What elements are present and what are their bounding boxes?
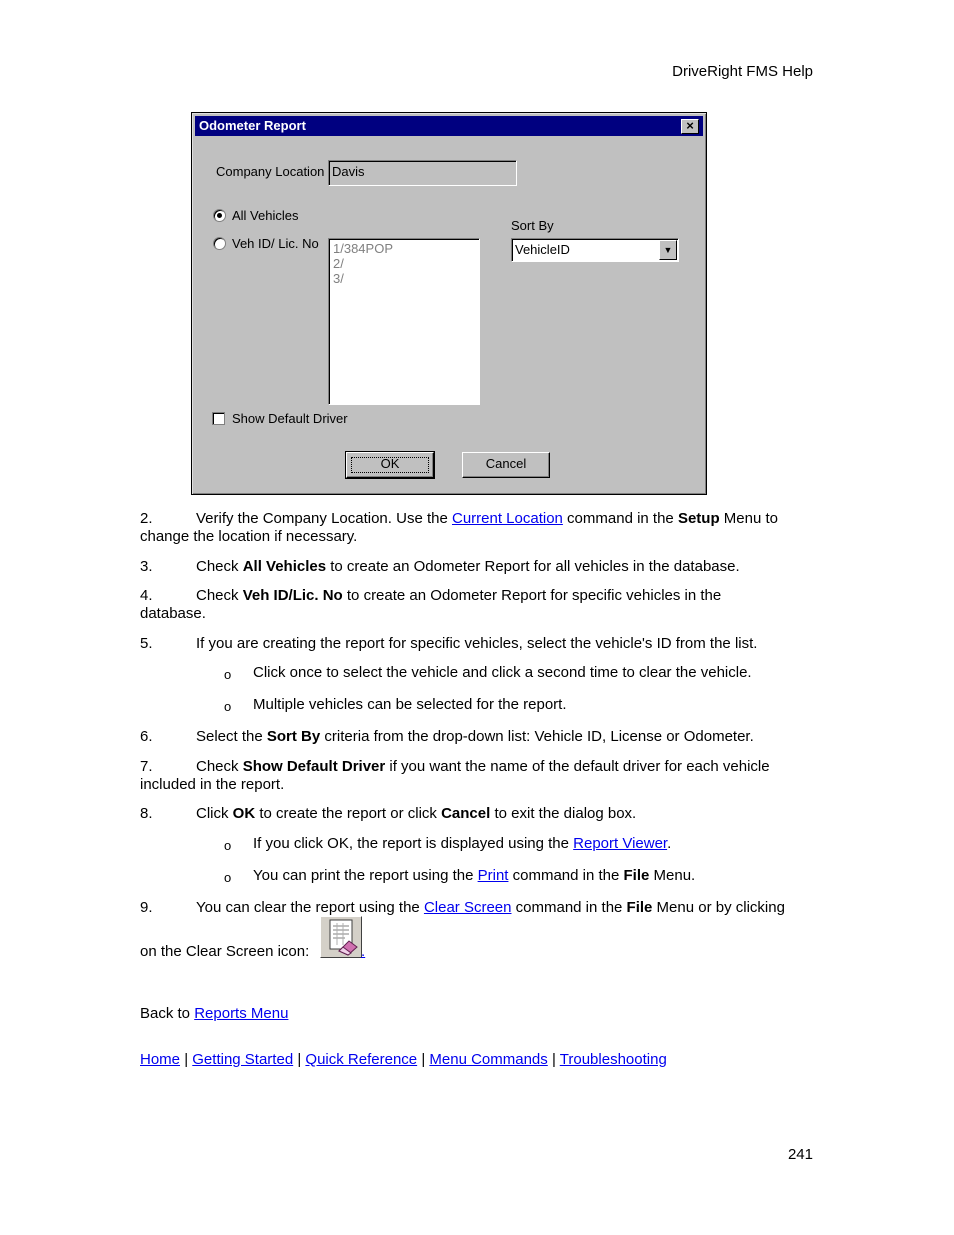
nav-separator: |: [551, 1051, 556, 1068]
bold-text: File: [623, 867, 650, 884]
text: Menu to: [719, 510, 778, 527]
text: Select the: [196, 728, 267, 745]
bullet-text: Click once to select the vehicle and click a second time to clear the vehicle.: [253, 664, 752, 681]
bold-text: Setup: [677, 510, 720, 527]
text: Click: [196, 805, 233, 822]
bold-text: File: [626, 899, 653, 916]
bullet-text: [253, 835, 671, 852]
bold-text: Sort By: [266, 728, 321, 745]
text: to create an Odometer Report for all vehicles in the database.: [326, 558, 740, 575]
report-viewer-link[interactable]: Report Viewer: [573, 835, 668, 852]
step-text: [196, 805, 636, 822]
nav-separator: |: [184, 1051, 189, 1068]
back-line: [140, 1005, 288, 1022]
step-number: 3.: [140, 558, 153, 575]
chevron-down-icon[interactable]: ▼: [659, 240, 677, 260]
ok-button[interactable]: [346, 452, 434, 478]
clear-screen-icon[interactable]: [320, 916, 362, 958]
bold-text: Cancel: [441, 805, 491, 822]
text: Verify the Company Location. Use the: [196, 510, 452, 527]
text: Check: [196, 587, 243, 604]
bullet-text: Multiple vehicles can be selected for the report.: [253, 696, 567, 713]
bullet: o: [224, 838, 232, 853]
step-text: [196, 728, 754, 745]
step-text-continued: on the Clear Screen icon:: [140, 943, 310, 960]
all-vehicles-label: All Vehicles: [232, 208, 299, 223]
veh-id-label: Veh ID/ Lic. No: [232, 236, 319, 251]
text: Check: [196, 558, 243, 575]
step-text: [196, 510, 778, 527]
radio-selected-dot: [217, 213, 222, 218]
list-item[interactable]: 3/: [333, 271, 344, 286]
bold-text: Show Default Driver: [242, 758, 386, 775]
reports-menu-link[interactable]: Reports Menu: [194, 1005, 289, 1022]
step-text: If you are creating the report for specific vehicles, select the vehicle's ID from the list.: [196, 635, 758, 652]
bullet: o: [224, 870, 232, 885]
text: to create an Odometer Report for specific vehicles in the: [342, 587, 722, 604]
step-text: [196, 758, 770, 775]
veh-id-radio[interactable]: [213, 237, 226, 250]
text: Menu or by clicking: [652, 899, 785, 916]
dialog-title-bar: [195, 116, 703, 136]
step-text-continued: included in the report.: [140, 776, 285, 793]
bold-text: All Vehicles: [242, 558, 327, 575]
getting-started-link[interactable]: Getting Started: [192, 1051, 294, 1068]
troubleshooting-link[interactable]: Troubleshooting: [559, 1051, 667, 1068]
bold-text: OK: [232, 805, 256, 822]
step-text-continued: change the location if necessary.: [140, 528, 358, 545]
document-header: DriveRight FMS Help: [672, 63, 813, 80]
all-vehicles-radio[interactable]: [213, 209, 226, 222]
nav-separator: |: [297, 1051, 302, 1068]
cancel-button-label: Cancel: [485, 456, 527, 471]
close-icon[interactable]: ×: [681, 119, 699, 134]
sort-by-select[interactable]: [511, 238, 679, 262]
show-default-driver-checkbox[interactable]: [212, 412, 225, 425]
text: You can clear the report using the: [196, 899, 424, 916]
page-number: 241: [787, 1146, 813, 1163]
sort-by-value: VehicleID: [515, 242, 570, 257]
text: You can print the report using the: [253, 867, 478, 884]
list-item[interactable]: 2/: [333, 256, 344, 271]
text: Check: [196, 758, 243, 775]
dialog-title: Odometer Report: [199, 118, 306, 133]
text: command in the: [508, 867, 624, 884]
text: command in the: [562, 510, 678, 527]
nav-separator: |: [421, 1051, 426, 1068]
text: to create the report or click: [255, 805, 442, 822]
sort-by-label: Sort By: [511, 218, 554, 233]
step-text: [196, 558, 740, 575]
text: Back to: [140, 1005, 195, 1022]
current-location-link[interactable]: Current Location: [451, 510, 563, 527]
company-location-label: Company Location: [216, 164, 325, 179]
clear-screen-icon-link[interactable]: .: [361, 943, 366, 960]
show-default-driver-label: Show Default Driver: [232, 411, 348, 426]
step-number: 4.: [140, 587, 153, 604]
bullet: o: [224, 699, 232, 714]
step-number: 9.: [140, 899, 153, 916]
vehicle-list[interactable]: [328, 238, 480, 405]
text: Menu.: [649, 867, 696, 884]
footer-nav: [140, 1051, 667, 1068]
step-text: [196, 587, 721, 604]
step-number: 2.: [140, 510, 153, 527]
text: criteria from the drop-down list: Vehicle ID, License or Odometer.: [320, 728, 754, 745]
text: If you click OK, the report is displayed using the: [253, 835, 574, 852]
step-text-continued: database.: [140, 605, 206, 622]
text: command in the: [511, 899, 627, 916]
step-number: 8.: [140, 805, 153, 822]
menu-commands-link[interactable]: Menu Commands: [429, 1051, 548, 1068]
odometer-report-dialog: [191, 112, 707, 495]
text: .: [667, 835, 672, 852]
step-number: 5.: [140, 635, 153, 652]
step-number: 6.: [140, 728, 153, 745]
clear-screen-link[interactable]: Clear Screen: [423, 899, 512, 916]
bullet-text: [253, 867, 695, 884]
step-number: 7.: [140, 758, 153, 775]
text: if you want the name of the default driver for each vehicle: [385, 758, 770, 775]
list-item[interactable]: 1/384POP: [333, 241, 393, 256]
ok-button-label: OK: [380, 456, 400, 471]
bullet: o: [224, 667, 232, 682]
print-link[interactable]: Print: [477, 867, 509, 884]
company-location-value: Davis: [332, 164, 365, 179]
cancel-button[interactable]: [462, 452, 550, 478]
quick-reference-link[interactable]: Quick Reference: [305, 1051, 418, 1068]
focus-rect: [351, 457, 429, 473]
text: to exit the dialog box.: [490, 805, 637, 822]
company-location-field: [328, 160, 517, 186]
bold-text: Veh ID/Lic. No: [242, 587, 343, 604]
step-text: [196, 899, 785, 916]
home-link[interactable]: Home: [140, 1051, 181, 1068]
